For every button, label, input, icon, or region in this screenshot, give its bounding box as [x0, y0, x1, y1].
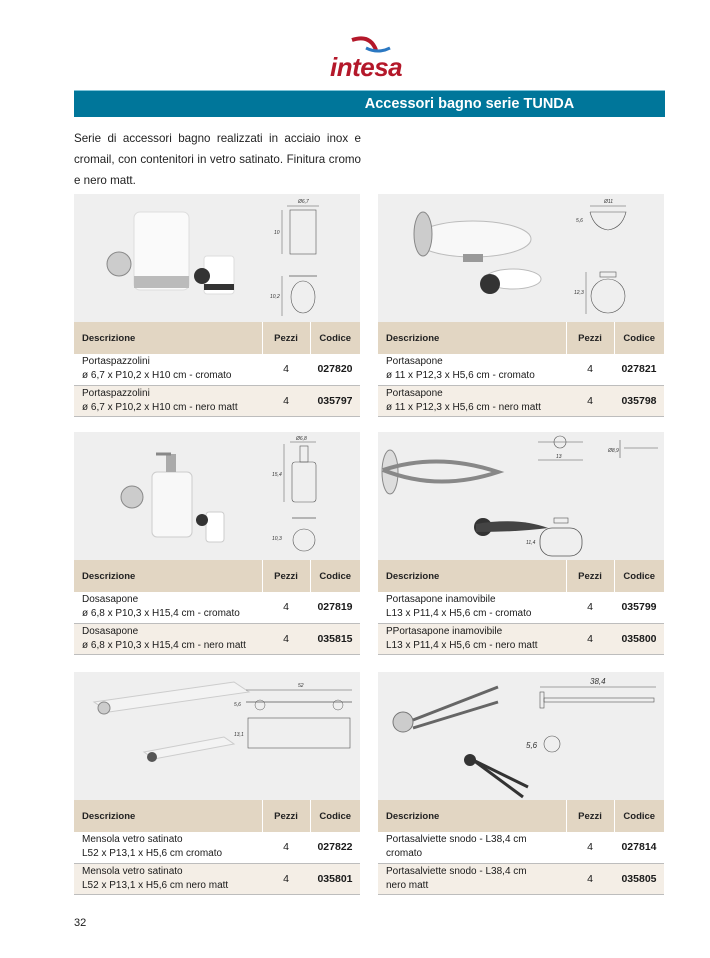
product-description — [378, 354, 566, 385]
product-name: Portasapone — [386, 387, 443, 399]
product-name: Portasapone — [386, 356, 443, 368]
product-description — [74, 623, 262, 654]
product-qty: 4 — [262, 385, 310, 416]
product-table — [74, 322, 360, 417]
product-spec: ø 6,7 x P10,2 x H10 cm - nero matt — [82, 401, 238, 413]
product-code: 027819 — [310, 592, 360, 623]
product-code: 027820 — [310, 354, 360, 385]
product-illustration — [74, 672, 360, 800]
product-description — [378, 385, 566, 416]
dim-label: 5,6 — [576, 218, 583, 224]
product-spec: cromato — [386, 848, 423, 860]
product-spec: ø 6,8 x P10,3 x H15,4 cm - nero matt — [82, 639, 246, 651]
product-code: 027822 — [310, 832, 360, 863]
product-code: 035799 — [614, 592, 664, 623]
product-name: Dosasapone — [82, 594, 139, 606]
product-code: 035815 — [310, 623, 360, 654]
table-row — [378, 863, 664, 894]
col-header-description: Descrizione — [74, 560, 262, 592]
col-header-code: Codice — [614, 800, 664, 832]
dim-label: 11,4 — [526, 540, 536, 546]
table-row — [74, 385, 360, 416]
product-description — [378, 592, 566, 623]
col-header-description: Descrizione — [74, 800, 262, 832]
dim-label: 5,6 — [234, 702, 241, 708]
intro-text: Serie di accessori bagno realizzati in acciaio inox e cromail, con contenitori in vetro satinato. Finitura cromo e nero matt. — [74, 132, 361, 187]
table-row — [74, 832, 360, 863]
product-description — [378, 863, 566, 894]
product-spec: L13 x P11,4 x H5,6 cm - cromato — [386, 608, 532, 620]
product-qty: 4 — [566, 863, 614, 894]
table-header — [74, 322, 360, 354]
product-qty: 4 — [262, 832, 310, 863]
table-header — [378, 800, 664, 832]
product-illustration — [74, 432, 360, 560]
product-card-toothbrush-holder — [74, 194, 360, 417]
table-header — [378, 560, 664, 592]
product-qty: 4 — [566, 385, 614, 416]
col-header-qty: Pezzi — [262, 322, 310, 354]
product-description — [378, 832, 566, 863]
product-description — [74, 354, 262, 385]
product-name: Dosasapone — [82, 625, 139, 637]
product-image — [378, 432, 664, 560]
dim-label: 15,4 — [272, 472, 282, 478]
col-header-code: Codice — [614, 560, 664, 592]
product-spec: L13 x P11,4 x H5,6 cm - nero matt — [386, 639, 538, 651]
product-code: 027821 — [614, 354, 664, 385]
product-qty: 4 — [566, 354, 614, 385]
product-qty: 4 — [566, 592, 614, 623]
product-code: 027814 — [614, 832, 664, 863]
product-description — [74, 385, 262, 416]
col-header-code: Codice — [310, 800, 360, 832]
dim-label: 10,3 — [272, 536, 282, 542]
col-header-description: Descrizione — [74, 322, 262, 354]
table-header — [74, 560, 360, 592]
product-illustration — [74, 194, 360, 322]
product-card-glass-shelf — [74, 672, 360, 895]
dim-label: 13 — [556, 454, 562, 460]
product-table — [74, 800, 360, 895]
product-table — [378, 322, 664, 417]
product-spec: ø 6,8 x P10,3 x H15,4 cm - cromato — [82, 608, 240, 620]
product-name: Portaspazzolini — [82, 356, 150, 368]
product-code: 035805 — [614, 863, 664, 894]
product-spec: ø 11 x P12,3 x H5,6 cm - cromato — [386, 370, 535, 382]
product-qty: 4 — [566, 623, 614, 654]
col-header-description: Descrizione — [378, 560, 566, 592]
product-description — [74, 863, 262, 894]
product-table — [378, 800, 664, 895]
table-row — [378, 354, 664, 385]
page-number: 32 — [74, 917, 87, 929]
col-header-qty: Pezzi — [262, 560, 310, 592]
brand-logo — [330, 36, 412, 82]
table-header — [378, 322, 664, 354]
product-card-swivel-towel-bar — [378, 672, 664, 895]
dim-label: 10,2 — [270, 294, 280, 300]
table-row — [74, 623, 360, 654]
product-qty: 4 — [566, 832, 614, 863]
product-spec: L52 x P13,1 x H5,6 cm cromato — [82, 848, 223, 860]
dim-label: 12,3 — [574, 290, 584, 296]
col-header-qty: Pezzi — [566, 800, 614, 832]
product-image — [74, 672, 360, 800]
dim-label: 10 — [274, 230, 280, 236]
product-description — [378, 623, 566, 654]
dim-label: 52 — [298, 683, 304, 689]
product-name: Mensola vetro satinato — [82, 865, 183, 877]
table-row — [74, 354, 360, 385]
dim-label: 38,4 — [590, 677, 606, 686]
product-name: Mensola vetro satinato — [82, 834, 183, 846]
col-header-qty: Pezzi — [566, 322, 614, 354]
col-header-code: Codice — [310, 322, 360, 354]
dim-label: Ø6,8 — [296, 436, 307, 442]
product-image — [378, 672, 664, 800]
table-row — [378, 623, 664, 654]
dim-label: Ø6,7 — [298, 199, 309, 205]
product-qty: 4 — [262, 623, 310, 654]
product-code: 035800 — [614, 623, 664, 654]
product-spec: nero matt — [386, 879, 429, 891]
table-row — [378, 385, 664, 416]
col-header-qty: Pezzi — [566, 560, 614, 592]
product-name: Portasalviette snodo - L38,4 cm — [386, 865, 527, 877]
product-card-soap-dispenser — [74, 432, 360, 655]
product-image — [378, 194, 664, 322]
col-header-qty: Pezzi — [262, 800, 310, 832]
product-name: Portasapone inamovibile — [386, 594, 496, 606]
product-card-fixed-soap-dish — [378, 432, 664, 655]
table-row — [378, 592, 664, 623]
logo-wordmark: intesa — [330, 52, 403, 82]
dim-label: Ø8,9 — [608, 448, 619, 454]
product-name: Portasalviette snodo - L38,4 cm — [386, 834, 527, 846]
col-header-description: Descrizione — [378, 800, 566, 832]
product-table — [378, 560, 664, 655]
product-qty: 4 — [262, 354, 310, 385]
table-row — [378, 832, 664, 863]
product-spec: L52 x P13,1 x H5,6 cm nero matt — [82, 879, 229, 891]
table-row — [74, 863, 360, 894]
product-spec: ø 11 x P12,3 x H5,6 cm - nero matt — [386, 401, 541, 413]
col-header-description: Descrizione — [378, 322, 566, 354]
product-card-soap-dish — [378, 194, 664, 417]
product-description — [74, 592, 262, 623]
product-name: Portaspazzolini — [82, 387, 150, 399]
product-code: 035801 — [310, 863, 360, 894]
product-illustration — [378, 432, 664, 560]
col-header-code: Codice — [310, 560, 360, 592]
product-illustration — [378, 672, 664, 800]
product-spec: ø 6,7 x P10,2 x H10 cm - cromato — [82, 370, 232, 382]
product-name: PPortasapone inamovibile — [386, 625, 503, 637]
dim-label: 5,6 — [526, 741, 538, 750]
product-image — [74, 432, 360, 560]
product-illustration — [378, 194, 664, 322]
product-image — [74, 194, 360, 322]
product-description — [74, 832, 262, 863]
product-code: 035797 — [310, 385, 360, 416]
dim-label: 13,1 — [234, 732, 244, 738]
page-title: Accessori bagno serie TUNDA — [74, 90, 665, 117]
product-qty: 4 — [262, 863, 310, 894]
table-header — [74, 800, 360, 832]
product-qty: 4 — [262, 592, 310, 623]
table-row — [74, 592, 360, 623]
col-header-code: Codice — [614, 322, 664, 354]
dim-label: Ø11 — [604, 199, 614, 205]
product-table — [74, 560, 360, 655]
product-code: 035798 — [614, 385, 664, 416]
